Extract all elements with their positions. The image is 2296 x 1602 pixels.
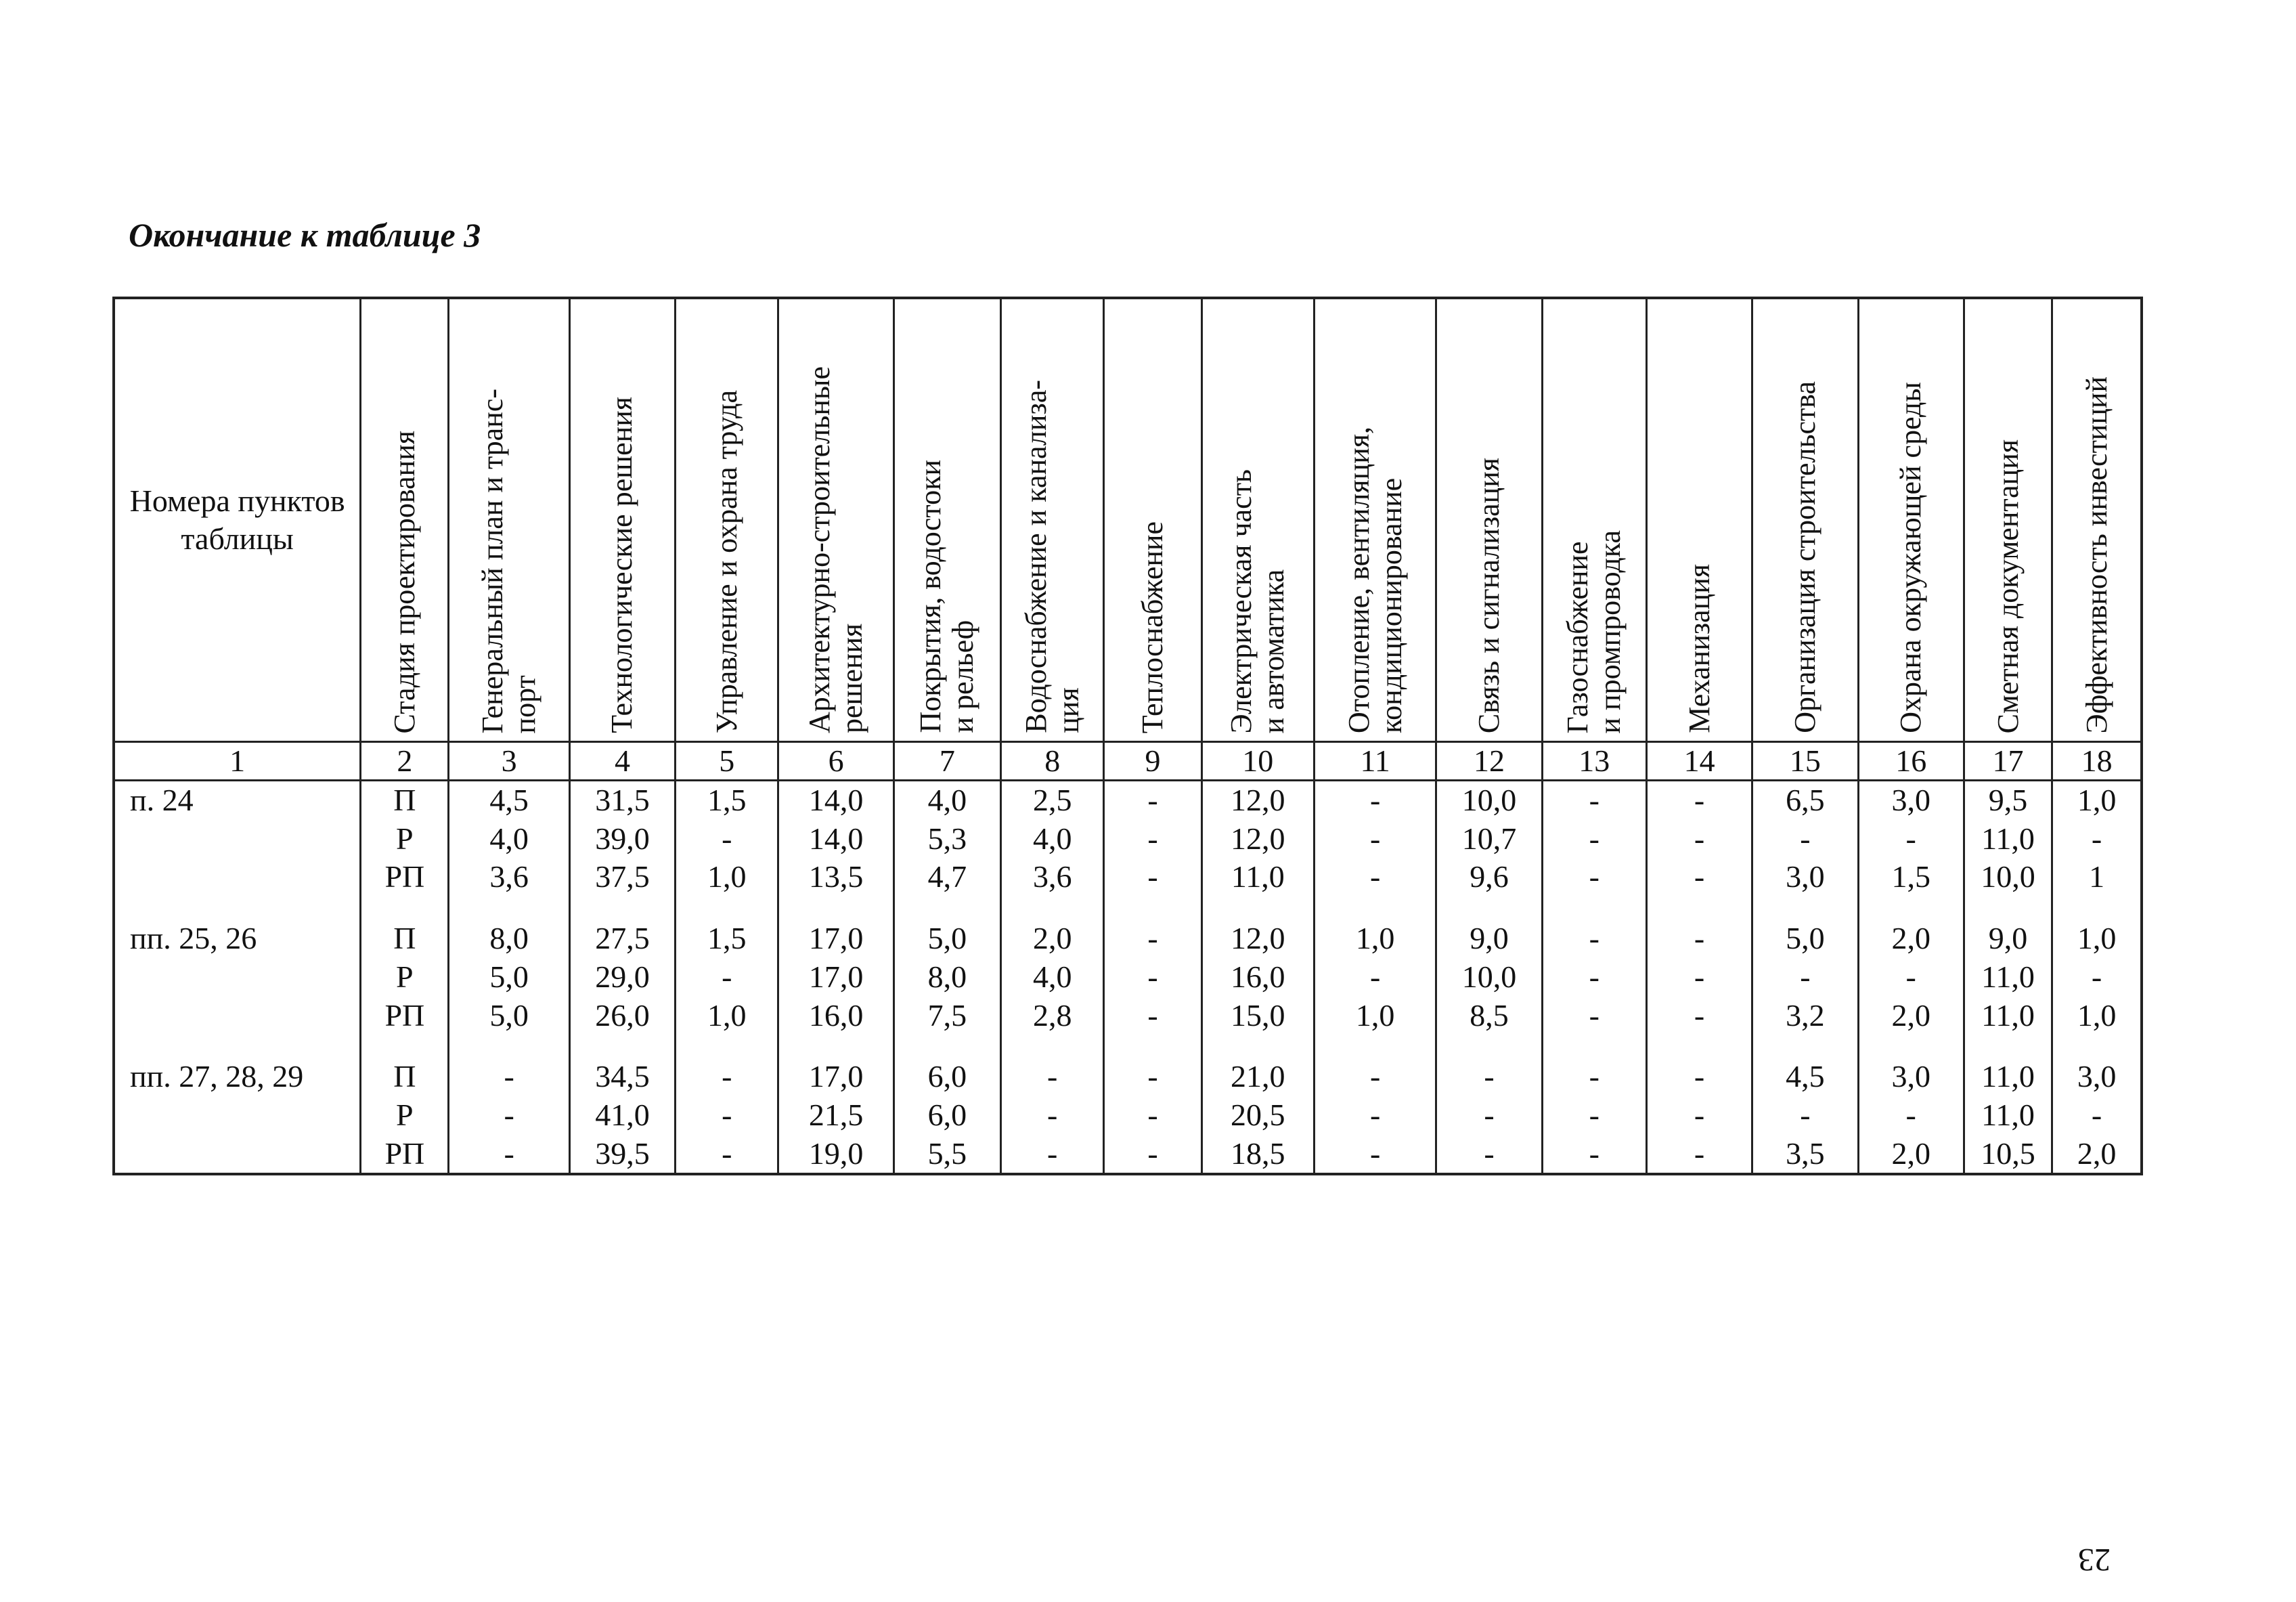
table-row [114,1096,2142,1135]
value-cell: 3,0 [2052,1058,2142,1096]
header-label: Механизация [1682,564,1716,733]
value-cell: - [1542,1096,1646,1135]
header-label: Охрана окружающей среды [1894,382,1928,733]
value-cell: 17,0 [778,919,893,958]
value-cell: 10,7 [1436,820,1542,859]
header-label: Теплоснабжение [1136,521,1169,733]
stage-cell: П [361,781,449,820]
stage-cell: Р [361,958,449,997]
header-cell [1646,298,1752,742]
column-number: 14 [1646,742,1752,781]
value-cell: 1,0 [2052,781,2142,820]
value-cell: - [1542,919,1646,958]
spacer-cell [2052,896,2142,919]
spacer-cell [449,896,569,919]
value-cell: 7,5 [893,996,1000,1035]
value-cell: 3,5 [1752,1134,1858,1174]
row-group-label [114,858,361,896]
column-number: 17 [1964,742,2052,781]
value-cell: 21,5 [778,1096,893,1135]
header-label: Архитектурно-строительные решения [803,366,869,733]
header-cell [449,298,569,742]
spacer-cell [1646,896,1752,919]
spacer-cell [449,1035,569,1058]
spacer-cell [1314,896,1436,919]
value-cell: 20,5 [1201,1096,1314,1135]
value-cell: 4,0 [1001,958,1104,997]
spacer-cell [361,896,449,919]
value-cell: 10,5 [1964,1134,2052,1174]
value-cell: - [1104,1096,1201,1135]
value-cell: - [1104,958,1201,997]
value-cell: 26,0 [569,996,675,1035]
stage-cell: РП [361,1134,449,1174]
header-cell [1964,298,2052,742]
spacer-cell [1752,1035,1858,1058]
header-label: Генеральный план и транс- порт [476,388,542,733]
value-cell: 11,0 [1964,1096,2052,1135]
value-cell: - [1646,919,1752,958]
value-cell: 2,0 [2052,1134,2142,1174]
value-cell: 13,5 [778,858,893,896]
value-cell: - [1542,858,1646,896]
value-cell: 9,0 [1964,919,2052,958]
header-label: Эффективность инвестиций [2079,376,2113,733]
value-cell: 37,5 [569,858,675,896]
header-cell [361,298,449,742]
spacer-cell [1542,896,1646,919]
value-cell: 2,0 [1858,1134,1964,1174]
spacer-cell [1542,1035,1646,1058]
value-cell: - [2052,1096,2142,1135]
spacer-cell [1201,1035,1314,1058]
column-number: 1 [114,742,361,781]
column-number: 13 [1542,742,1646,781]
value-cell: - [1104,1058,1201,1096]
header-label: Стадия проектирования [387,430,421,733]
spacer-cell [569,1035,675,1058]
value-cell: 9,5 [1964,781,2052,820]
spacer-cell [1314,1035,1436,1058]
header-label: Покрытия, водостоки и рельеф [914,460,980,733]
table-row [114,781,2142,820]
spacer-cell [1001,1035,1104,1058]
value-cell: - [1858,1096,1964,1135]
column-number: 5 [676,742,778,781]
value-cell: - [1542,958,1646,997]
value-cell: - [1314,1058,1436,1096]
value-cell: - [449,1058,569,1096]
header-cell [676,298,778,742]
value-cell: 10,0 [1436,781,1542,820]
value-cell: 3,6 [449,858,569,896]
value-cell: 39,0 [569,820,675,859]
value-cell: 11,0 [1201,858,1314,896]
value-cell: 17,0 [778,1058,893,1096]
value-cell: 27,5 [569,919,675,958]
header-cell [1436,298,1542,742]
value-cell: 5,5 [893,1134,1000,1174]
value-cell: - [1542,781,1646,820]
value-cell: 1,0 [1314,996,1436,1035]
value-cell: 12,0 [1201,919,1314,958]
value-cell: - [1436,1096,1542,1135]
header-cell [778,298,893,742]
value-cell: 12,0 [1201,820,1314,859]
spacer-cell [1201,896,1314,919]
header-label: Управление и охрана труда [709,389,743,733]
value-cell: - [1858,820,1964,859]
value-cell: - [449,1134,569,1174]
value-cell: 34,5 [569,1058,675,1096]
column-number: 15 [1752,742,1858,781]
value-cell: - [1314,781,1436,820]
value-cell: - [1314,820,1436,859]
value-cell: - [676,1058,778,1096]
value-cell: - [1314,1096,1436,1135]
value-cell: - [1646,958,1752,997]
value-cell: 2,0 [1858,919,1964,958]
value-cell: 4,5 [1752,1058,1858,1096]
spacer-cell [1436,1035,1542,1058]
column-number: 3 [449,742,569,781]
table-row [114,1134,2142,1174]
value-cell: - [1646,820,1752,859]
header-cell [1201,298,1314,742]
value-cell: 8,5 [1436,996,1542,1035]
value-cell: 1,5 [676,919,778,958]
spacer-cell [1104,1035,1201,1058]
value-cell: - [1646,1134,1752,1174]
value-cell: 41,0 [569,1096,675,1135]
value-cell: 6,0 [893,1058,1000,1096]
value-cell: - [1646,858,1752,896]
table-body [114,781,2142,1175]
value-cell: 3,0 [1752,858,1858,896]
value-cell: 15,0 [1201,996,1314,1035]
value-cell: 3,6 [1001,858,1104,896]
value-cell: - [1752,958,1858,997]
value-cell: 1,0 [2052,919,2142,958]
value-cell: - [676,820,778,859]
value-cell: - [449,1096,569,1135]
value-cell: 8,0 [449,919,569,958]
stage-cell: РП [361,996,449,1035]
header-label: Газоснабжение и промпроводка [1561,529,1627,733]
value-cell: - [1104,919,1201,958]
header-cell [1752,298,1858,742]
column-number: 16 [1858,742,1964,781]
header-label: Отопление, вентиляция, кондиционирование [1342,427,1408,733]
column-number: 10 [1201,742,1314,781]
value-cell: 10,0 [1436,958,1542,997]
column-number: 6 [778,742,893,781]
value-cell: 9,6 [1436,858,1542,896]
value-cell: - [1104,820,1201,859]
spacer-cell [361,1035,449,1058]
header-label: Водоснабжение и канализа- ция [1019,380,1085,733]
spacer-cell [1858,896,1964,919]
value-cell: - [1752,820,1858,859]
value-cell: - [1542,1058,1646,1096]
spacer-cell [114,1035,361,1058]
value-cell: 6,0 [893,1096,1000,1135]
stage-cell: П [361,1058,449,1096]
group-spacer [114,896,2142,919]
header-cell [1001,298,1104,742]
value-cell: - [1314,858,1436,896]
value-cell: - [1104,996,1201,1035]
value-cell: - [1104,858,1201,896]
table-row [114,996,2142,1035]
value-cell: 5,0 [449,958,569,997]
header-cell [1542,298,1646,742]
value-cell: 6,5 [1752,781,1858,820]
header-cell-item-numbers: Номера пунктов таблицы [114,298,361,742]
value-cell: 5,3 [893,820,1000,859]
value-cell: 4,7 [893,858,1000,896]
group-spacer [114,1035,2142,1058]
value-cell: 1,0 [676,996,778,1035]
value-cell: - [676,1096,778,1135]
page-number: 23 [2078,1542,2111,1578]
value-cell: - [676,958,778,997]
value-cell: 19,0 [778,1134,893,1174]
value-cell: 3,0 [1858,1058,1964,1096]
value-cell: - [1646,996,1752,1035]
value-cell: 8,0 [893,958,1000,997]
header-label: Электрическая часть и автоматика [1224,469,1291,733]
spacer-cell [1104,896,1201,919]
value-cell: 14,0 [778,820,893,859]
row-group-label [114,1096,361,1135]
spacer-cell [1436,896,1542,919]
value-cell: - [1646,1096,1752,1135]
spacer-cell [893,1035,1000,1058]
value-cell: 29,0 [569,958,675,997]
row-group-label [114,820,361,859]
header-cell [1858,298,1964,742]
value-cell: - [1001,1134,1104,1174]
value-cell: 39,5 [569,1134,675,1174]
value-cell: 2,0 [1858,996,1964,1035]
table-row [114,858,2142,896]
value-cell: 1,0 [676,858,778,896]
value-cell: 1 [2052,858,2142,896]
row-group-label: пп. 27, 28, 29 [114,1058,361,1096]
value-cell: - [1104,781,1201,820]
spacer-cell [676,1035,778,1058]
value-cell: 3,0 [1858,781,1964,820]
header-label: Связь и сигнализация [1472,457,1505,733]
value-cell: 12,0 [1201,781,1314,820]
table-row [114,1058,2142,1096]
spacer-cell [1001,896,1104,919]
spacer-cell [1646,1035,1752,1058]
spacer-cell [1964,896,2052,919]
spacer-cell [778,1035,893,1058]
value-cell: - [1752,1096,1858,1135]
value-cell: 18,5 [1201,1134,1314,1174]
row-group-label [114,1134,361,1174]
spacer-cell [114,896,361,919]
value-cell: 21,0 [1201,1058,1314,1096]
value-cell: 4,5 [449,781,569,820]
value-cell: 1,0 [1314,919,1436,958]
value-cell: - [676,1134,778,1174]
value-cell: 9,0 [1436,919,1542,958]
value-cell: - [1436,1134,1542,1174]
value-cell: - [1542,820,1646,859]
value-cell: 16,0 [778,996,893,1035]
row-group-label: п. 24 [114,781,361,820]
value-cell: 11,0 [1964,1058,2052,1096]
row-group-label: пп. 25, 26 [114,919,361,958]
header-cell [893,298,1000,742]
header-label: Технологические решения [605,397,639,733]
stage-cell: Р [361,820,449,859]
value-cell: - [1858,958,1964,997]
column-number: 18 [2052,742,2142,781]
stage-cell: П [361,919,449,958]
header-label: Сметная документация [1991,439,2025,733]
value-cell: - [1001,1058,1104,1096]
spacer-cell [1858,1035,1964,1058]
value-cell: 4,0 [893,781,1000,820]
value-cell: 11,0 [1964,820,2052,859]
spacer-cell [778,896,893,919]
value-cell: 17,0 [778,958,893,997]
column-number: 2 [361,742,449,781]
value-cell: 5,0 [893,919,1000,958]
column-number: 12 [1436,742,1542,781]
value-cell: - [1542,996,1646,1035]
header-cell [2052,298,2142,742]
row-group-label [114,958,361,997]
column-number: 7 [893,742,1000,781]
table-row [114,958,2142,997]
stage-cell: Р [361,1096,449,1135]
value-cell: - [1436,1058,1542,1096]
spacer-cell [1964,1035,2052,1058]
value-cell: - [2052,820,2142,859]
value-cell: 10,0 [1964,858,2052,896]
column-number: 8 [1001,742,1104,781]
value-cell: 2,8 [1001,996,1104,1035]
value-cell: 1,5 [1858,858,1964,896]
value-cell: 5,0 [1752,919,1858,958]
value-cell: 1,5 [676,781,778,820]
header-cell [569,298,675,742]
value-cell: 2,5 [1001,781,1104,820]
value-cell: 31,5 [569,781,675,820]
value-cell: - [1001,1096,1104,1135]
spacer-cell [676,896,778,919]
value-cell: 4,0 [1001,820,1104,859]
spacer-cell [1752,896,1858,919]
header-cell [1104,298,1201,742]
value-cell: 11,0 [1964,996,2052,1035]
value-cell: - [1646,1058,1752,1096]
column-number: 9 [1104,742,1201,781]
value-cell: 5,0 [449,996,569,1035]
value-cell: 11,0 [1964,958,2052,997]
header-cell [1314,298,1436,742]
table-row [114,820,2142,859]
spacer-cell [569,896,675,919]
column-number: 4 [569,742,675,781]
row-group-label [114,996,361,1035]
value-cell: - [1314,1134,1436,1174]
value-cell: 14,0 [778,781,893,820]
value-cell: 3,2 [1752,996,1858,1035]
value-cell: - [2052,958,2142,997]
spacer-cell [2052,1035,2142,1058]
stage-cell: РП [361,858,449,896]
value-cell: 16,0 [1201,958,1314,997]
table-caption: Окончание к таблице 3 [129,216,481,254]
column-number-row [114,742,2142,781]
value-cell: 1,0 [2052,996,2142,1035]
value-cell: 4,0 [449,820,569,859]
header-label: Организация строительства [1788,381,1822,733]
spacer-cell [893,896,1000,919]
table-row [114,919,2142,958]
value-cell: 2,0 [1001,919,1104,958]
column-number: 11 [1314,742,1436,781]
value-cell: - [1314,958,1436,997]
value-cell: - [1542,1134,1646,1174]
data-table [112,297,2143,1175]
value-cell: - [1646,781,1752,820]
value-cell: - [1104,1134,1201,1174]
header-row [114,298,2142,742]
